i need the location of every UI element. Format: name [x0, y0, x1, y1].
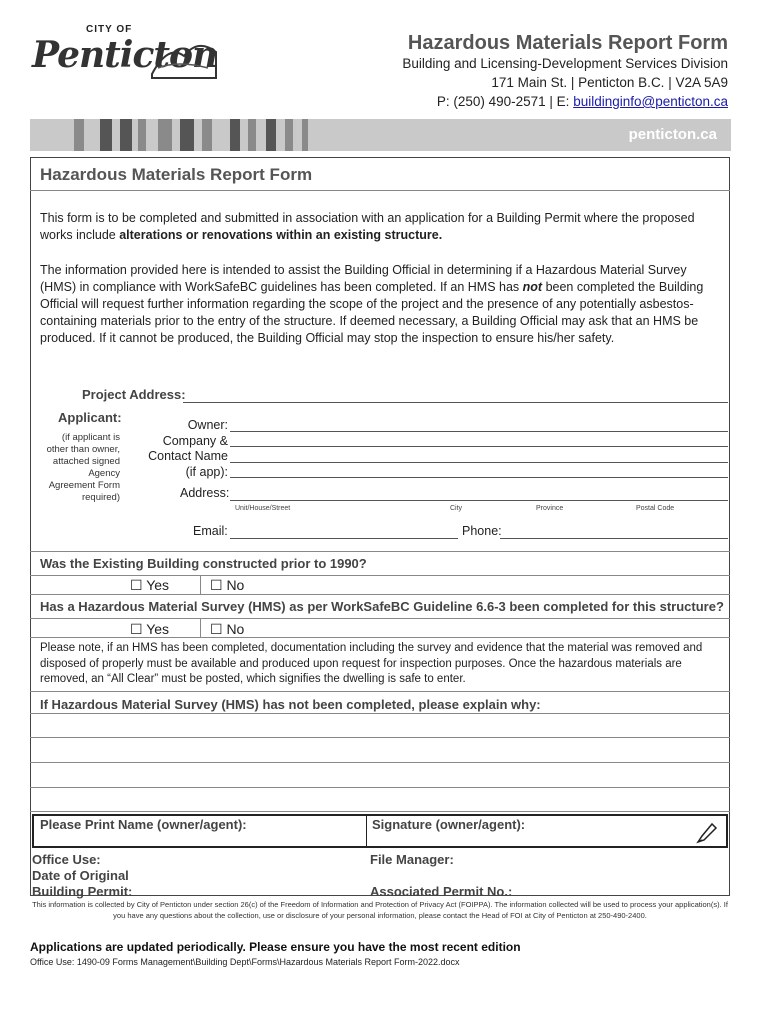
- intro-paragraph-1: This form is to be completed and submitted in association with an application for a Building Permit where the proposed works include alterations or renovations within an existing structure.: [40, 211, 695, 242]
- applicant-note: (if applicant is other than owner, attached signed Agency Agreement Form required): [46, 432, 120, 503]
- print-name-label: Please Print Name (owner/agent):: [40, 817, 247, 832]
- office-use-label: Office Use:: [32, 852, 101, 867]
- pre-1990-yes-checkbox[interactable]: ☐ Yes: [130, 577, 170, 593]
- explain-line-2[interactable]: [30, 762, 730, 763]
- logo-city-of: CITY OF: [86, 24, 133, 35]
- header-address: 171 Main St. | Penticton B.C. | V2A 5A9: [491, 75, 728, 90]
- header-band: [30, 119, 731, 151]
- privacy-notice: This information is collected by City of Penticton under section 26(c) of the Freedom of Information and Protection of Privacy Act (FOIPPA). The information collected will be used to process your application(s). If you have any questions about the collection, use or disclosure of your personal information, please contact the Head of FOI at City of Penticton at 250-490-2400.: [32, 900, 728, 920]
- signature-input[interactable]: [368, 816, 726, 846]
- intro-paragraph-2: The information provided here is intended to assist the Building Official in determining if a Hazardous Material Survey (HMS) in compliance with WorkSafeBC guidelines has been completed. If an HMS has not been completed the Building Official will request further information regarding the scope of the project and the presence of any potentially asbestos-containing materials prior to the entry of the structure. If deemed necessary, a Building Official may ask that an HMS be produced. If it cannot be produced, the Building Official may stop the inspection to ensure his/her safety.: [40, 263, 704, 345]
- header-title: Hazardous Materials Report Form: [407, 32, 728, 54]
- owner-label: Owner: Company & Contact Name (if app):: [148, 418, 228, 479]
- explain-line-1[interactable]: [30, 737, 730, 738]
- project-address-input[interactable]: [183, 402, 728, 403]
- address-label: Address:: [180, 486, 230, 500]
- sub-label-unit: Unit/House/Street: [235, 505, 291, 512]
- file-manager-label: File Manager:: [370, 852, 454, 867]
- email-input[interactable]: [230, 538, 458, 539]
- associated-permit-label: Associated Permit No.:: [370, 884, 513, 899]
- header-division: Building and Licensing-Development Services Division: [402, 56, 728, 71]
- logo-landscape-icon: [148, 34, 220, 84]
- sub-label-postal: Postal Code: [636, 505, 675, 512]
- sub-label-province: Province: [536, 505, 564, 512]
- header-email-link[interactable]: buildinginfo@penticton.ca: [573, 94, 728, 109]
- phone-label: Phone:: [462, 524, 502, 538]
- hms-yes-checkbox[interactable]: ☐ Yes: [130, 621, 170, 637]
- date-original-permit-label: Date of Original Building Permit:: [32, 868, 133, 899]
- applicant-label: Applicant:: [58, 410, 122, 425]
- header-contact: [437, 94, 728, 109]
- header-phone: P: (250) 490-2571 | E:: [436, 94, 570, 109]
- question-pre-1990: Was the Existing Building constructed prior to 1990?: [40, 556, 367, 571]
- hms-no-checkbox[interactable]: ☐ No: [210, 621, 245, 637]
- print-name-input[interactable]: [34, 834, 364, 846]
- hms-note: Please note, if an HMS has been completed, documentation including the survey and evidence that the material was removed and disposed of properly must be available and produced upon request for inspection purposes. Once the hazardous materials are removed, an “All Clear” must be posted, which signifies the dwelling is safe to enter.: [40, 642, 703, 685]
- logo-name: Penticton: [32, 34, 218, 76]
- signature-label: Signature (owner/agent):: [372, 817, 526, 832]
- owner-input[interactable]: [230, 431, 728, 432]
- pre-1990-no-checkbox[interactable]: ☐ No: [210, 577, 245, 593]
- phone-input[interactable]: [500, 538, 728, 539]
- explain-label: If Hazardous Material Survey (HMS) has not been completed, please explain why:: [40, 697, 541, 712]
- address-input[interactable]: [230, 500, 728, 501]
- updated-notice: Applications are updated periodically. Please ensure you have the most recent edition: [30, 940, 521, 954]
- question-hms-completed: Has a Hazardous Material Survey (HMS) as per WorkSafeBC Guideline 6.6-3 been completed for this structure?: [40, 599, 724, 614]
- city-logo: [28, 20, 223, 98]
- website-label: penticton.ca: [628, 126, 717, 143]
- explain-line-3[interactable]: [30, 787, 730, 788]
- section-title: Hazardous Materials Report Form: [40, 165, 313, 184]
- office-use-path: Office Use: 1490-09 Forms Management\Building Dept\Forms\Hazardous Materials Report Form-2022.docx: [30, 957, 460, 967]
- project-address-label: Project Address:: [82, 387, 186, 402]
- email-label: Email:: [193, 524, 228, 538]
- sub-label-city: City: [450, 505, 463, 512]
